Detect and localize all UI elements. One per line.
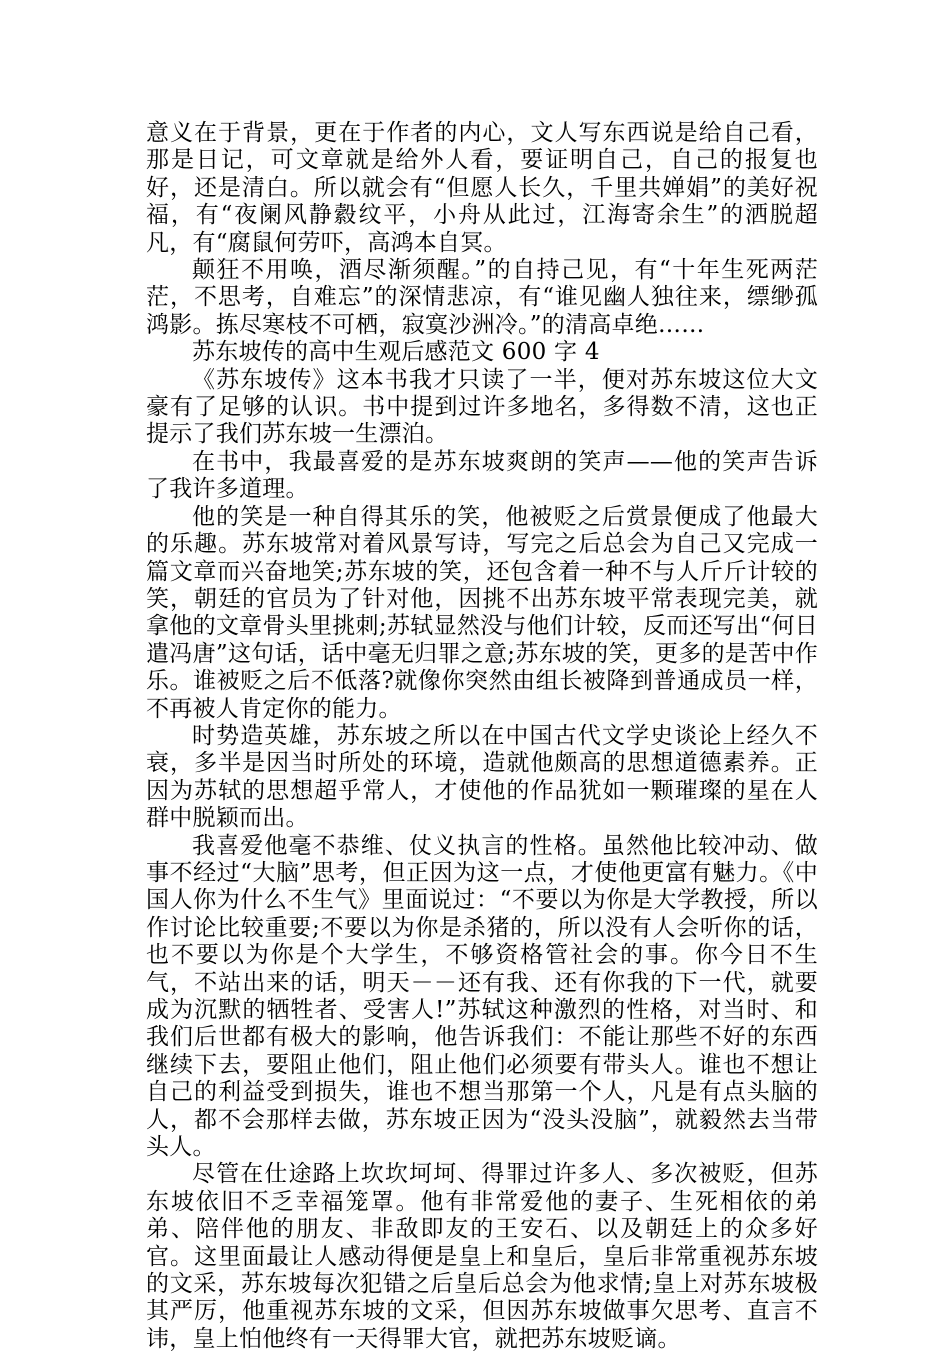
paragraph-3: 《苏东坡传》这本书我才只读了一半，便对苏东坡这位大文豪有了足够的认识。书中提到过许多地名，多得数不清，这也正提示了我们苏东坡一生漂泊。: [146, 366, 818, 448]
paragraph-7: 我喜爱他毫不恭维、仗义执言的性格。虽然他比较冲动、做事不经过“大脑”思考，但正因为这一点，才使他更富有魅力。《中国人你为什么不生气》里面说过：“不要以为你是大学教授，所以作讨论比较重要;不要以为你是杀猪的，所以没有人会听你的话，也不要以为你是个大学生，不够资格管社会的事。你今日不生气，不站出来的话，明天－－还有我、还有你我的下一代，就要成为沉默的牺牲者、受害人!”苏轼这种激烈的性格，对当时、和我们后世都有极大的影响，他告诉我们：不能让那些不好的东西继续下去，要阻止他们，阻止他们必须要有带头人。谁也不想让自己的利益受到损失，谁也不想当那第一个人，凡是有点头脑的人，都不会那样去做，苏东坡正因为“没头没脑”，就毅然去当带头人。: [146, 832, 818, 1161]
paragraph-5: 他的笑是一种自得其乐的笑，他被贬之后赏景便成了他最大的乐趣。苏东坡常对着风景写诗，写完之后总会为自己又完成一篇文章而兴奋地笑;苏东坡的笑，还包含着一种不与人斤斤计较的笑，朝廷的官员为了针对他，因挑不出苏东坡平常表现完美，就拿他的文章骨头里挑刺;苏轼显然没与他们计较，反而还写出“何日遣冯唐”这句话，话中毫无归罪之意;苏东坡的笑，更多的是苦中作乐。谁被贬之后不低落?就像你突然由组长被降到普通成员一样，不再被人肯定你的能力。: [146, 503, 818, 722]
document-page: [146, 120, 818, 1353]
section-heading: 苏东坡传的高中生观后感范文 600 字 4: [192, 339, 600, 366]
paragraph-1: 意义在于背景，更在于作者的内心，文人写东西说是给自己看，那是日记，可文章就是给外人看，要证明自己，自己的报复也好，还是清白。所以就会有“但愿人长久，千里共婵娟”的美好祝福，有“夜阑风静縠纹平，小舟从此过，江海寄余生”的洒脱超凡，有“腐鼠何劳吓，高鸿本自冥。: [146, 120, 818, 256]
paragraph-2: 颠狂不用唤，酒尽渐须醒。”的自持己见，有“十年生死两茫茫，不思考，自难忘”的深情悲凉，有“谁见幽人独往来，缥缈孤鸿影。拣尽寒枝不可栖，寂寞沙洲冷。”的清高卓绝……: [146, 257, 818, 338]
paragraph-8: 尽管在仕途路上坎坎坷坷、得罪过许多人、多次被贬，但苏东坡依旧不乏幸福笼罩。他有非常爱他的妻子、生死相依的弟弟、陪伴他的朋友、非敌即友的王安石、以及朝廷上的众多好官。这里面最让人感动得便是皇上和皇后，皇后非常重视苏东坡的文采，苏东坡每次犯错之后皇后总会为他求情;皇上对苏东坡极其严厉，他重视苏东坡的文采，但因苏东坡做事欠思考、直言不讳，皇上怕他终有一天得罪大官，就把苏东坡贬谪。: [146, 1161, 818, 1352]
paragraph-4: 在书中，我最喜爱的是苏东坡爽朗的笑声——他的笑声告诉了我许多道理。: [146, 448, 818, 503]
paragraph-6: 时势造英雄，苏东坡之所以在中国古代文学史谈论上经久不衰，多半是因当时所处的环境，造就他颇高的思想道德素养。正因为苏轼的思想超乎常人，才使他的作品犹如一颗璀璨的星在人群中脱颖而出。: [146, 722, 818, 832]
